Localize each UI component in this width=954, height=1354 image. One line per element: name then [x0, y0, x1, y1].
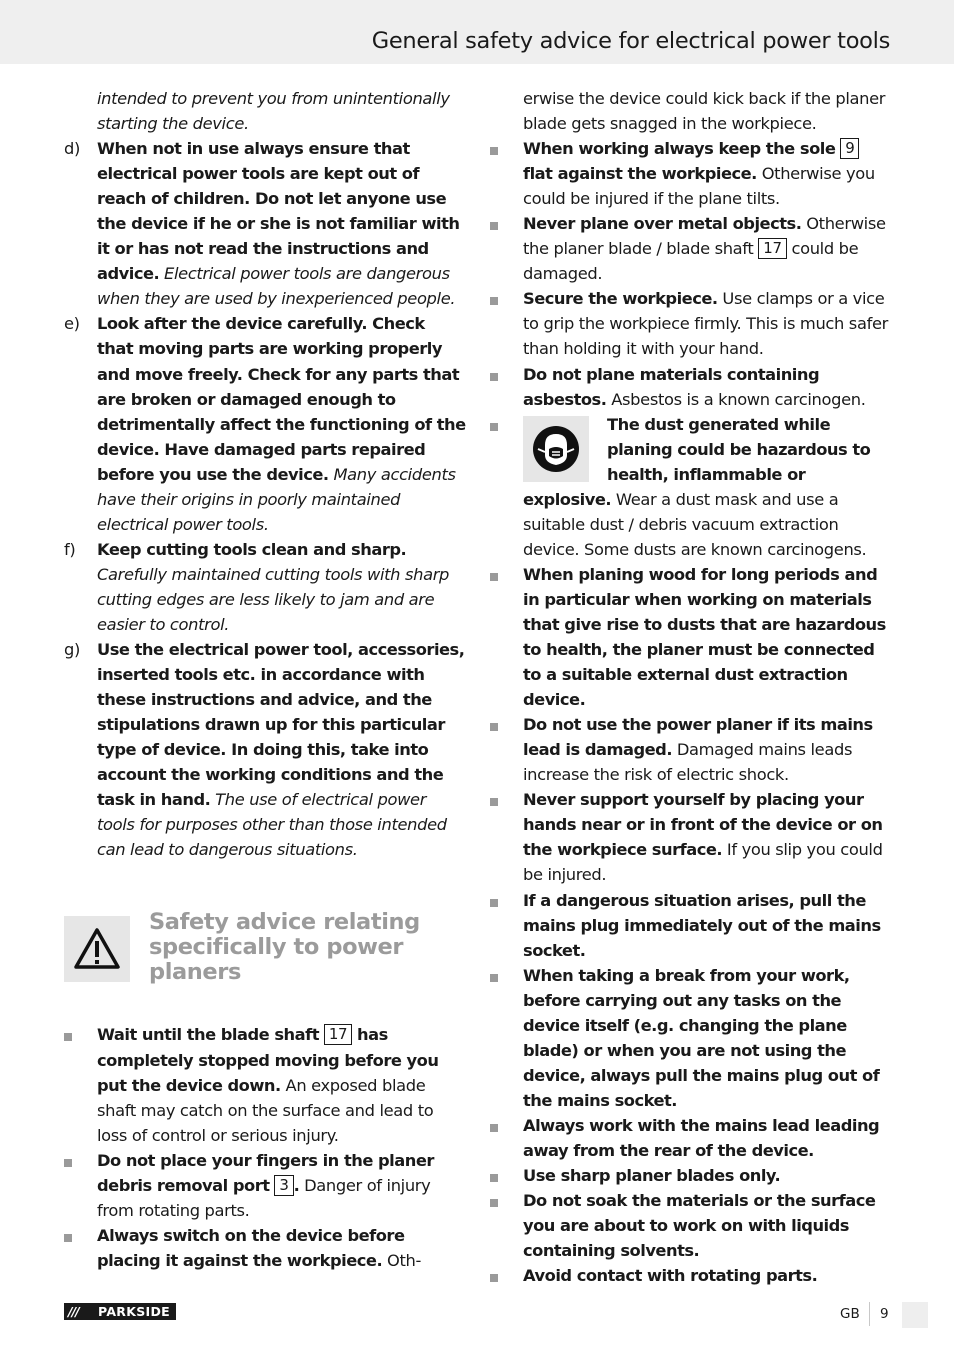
- bullet-square: [490, 373, 498, 381]
- bullet-bold-text: When planing wood for long periods and in particular when working on materials that give rise to dusts that are hazardous to health, the planer must be connected to a suitable external dust extraction device.: [523, 564, 886, 710]
- left-column: [64, 86, 466, 1273]
- brand-logo: [64, 1303, 176, 1320]
- item-bold-text: When not in use always ensure that electrical power tools are kept out of reach of children. Do not let anyone use the device if he or she is not familiar with it or has not read the instructions and advice.: [97, 139, 460, 284]
- header-bar: [0, 0, 954, 64]
- bullet-bold-dot: .: [293, 1175, 300, 1195]
- bullet-bold-text: Wait until the blade shaft: [97, 1025, 319, 1045]
- bullet-square: [64, 1159, 72, 1167]
- part-reference: 3: [274, 1175, 293, 1196]
- bullet-bold-text: Do not soak the materials or the surface you are about to work on with liquids containing solvents.: [523, 1191, 876, 1261]
- bullet-bold-text: Avoid contact with rotating parts.: [523, 1266, 818, 1286]
- bullet-item: [490, 963, 892, 1113]
- bullet-text: Wear a dust mask and use a suitable dust / debris vacuum extraction device. Some dusts are known carcinogens.: [523, 489, 867, 559]
- part-reference: 9: [840, 138, 859, 159]
- bullet-bold-text: Always switch on the device before placing it against the workpiece.: [97, 1225, 405, 1270]
- item-label: g): [64, 640, 80, 660]
- part-reference: 17: [324, 1024, 352, 1045]
- dust-mask-icon: [523, 416, 589, 482]
- bullet-square: [490, 1174, 498, 1182]
- bullet-bold-text: Use sharp planer blades only.: [523, 1166, 781, 1186]
- bullet-square: [490, 222, 498, 230]
- bullet-item: [490, 787, 892, 887]
- item-label: d): [64, 139, 80, 159]
- right-column: [490, 86, 892, 1288]
- bullet-bold-text: Never plane over metal objects.: [523, 214, 802, 234]
- intro-text: intended to prevent you from unintentionally starting the device.: [97, 89, 450, 134]
- bullet-text: Otherwise the planer blade / blade shaft: [523, 214, 886, 259]
- bullet-item: [490, 1188, 892, 1263]
- bullet-square: [64, 1234, 72, 1242]
- bullet-text: could be damaged.: [523, 239, 859, 284]
- bullet-text: If you slip you could be injured.: [523, 840, 883, 885]
- bullet-item: [490, 1163, 892, 1188]
- bullet-square: [490, 974, 498, 982]
- bullet-item: [490, 362, 892, 412]
- bullet-item: [490, 888, 892, 963]
- bullet-square: [490, 899, 498, 907]
- bullet-bold-text: Secure the workpiece.: [523, 289, 718, 309]
- item-bold-text: Use the electrical power tool, accessories, inserted tools etc. in accordance with these instructions and advice, and the stipulations drawn up for this particular type of device. In doing this, take into account the working conditions and the task in hand.: [97, 640, 465, 810]
- list-item-g: [64, 637, 466, 862]
- intro-paragraph: [64, 86, 466, 136]
- bullet-bold-text: Do not place your fingers in the planer debris removal port: [97, 1150, 434, 1195]
- bullet-square: [490, 423, 498, 431]
- bullet-square: [490, 297, 498, 305]
- section-heading: [64, 862, 466, 1022]
- bullet-square: [490, 1124, 498, 1132]
- item-label: f): [64, 539, 76, 559]
- bullet-bold-text: Never support yourself by placing your hands near or in front of the device or on the workpiece surface.: [523, 790, 883, 860]
- page-number: 9: [880, 1306, 889, 1322]
- item-italic-text: The use of electrical power tools for purposes other than those intended can lead to dangerous situations.: [97, 790, 447, 860]
- continued-paragraph: [490, 86, 892, 136]
- bullet-bold-text: Always work with the mains lead leading away from the rear of the device.: [523, 1115, 880, 1160]
- bullet-square: [490, 798, 498, 806]
- bullet-text: Asbestos is a known carcinogen.: [611, 389, 866, 409]
- list-item-d: [64, 136, 466, 311]
- footer-divider: [869, 1302, 870, 1326]
- bullet-text: An exposed blade shaft may catch on the surface and lead to loss of control or serious injury.: [97, 1075, 434, 1145]
- bullet-item: [490, 211, 892, 286]
- bullet-bold-text: Do not use the power planer if its mains lead is damaged.: [523, 715, 873, 760]
- section-title: Safety advice relating specifically to power planers: [149, 909, 420, 986]
- list-item-f: [64, 537, 466, 637]
- list-item-e: [64, 311, 466, 536]
- bullet-square: [490, 1199, 498, 1207]
- item-bold-text: Look after the device carefully. Check that moving parts are working properly and move freely. Check for any parts that are broken or damaged enough to detrimentally affect the functioning of the device. Have damaged parts repaired before you use the device.: [97, 314, 466, 484]
- bullet-item: [64, 1148, 466, 1223]
- bullet-bold-text: When working always keep the sole: [523, 139, 836, 159]
- item-italic-text: Electrical power tools are dangerous when they are used by inexperienced people.: [97, 264, 456, 309]
- bullet-bold-text: Do not plane materials containing asbestos.: [523, 364, 820, 409]
- bullet-bold-text: The dust generated while planing could be hazardous to health, inflammable or explosive.: [523, 414, 871, 509]
- language-code: GB: [840, 1306, 860, 1322]
- part-reference: 17: [758, 238, 786, 259]
- item-italic-text: Carefully maintained cutting tools with sharp cutting edges are less likely to jam and are easier to control.: [97, 564, 450, 634]
- bullet-bold-text: When taking a break from your work, before carrying out any tasks on the device itself (e.g. changing the plane blade) or when you are not using the device, always pull the mains plug out of the mains socket.: [523, 965, 880, 1110]
- bullet-text: Oth-: [387, 1250, 421, 1270]
- bullet-text: Danger of injury from rotating parts.: [97, 1175, 431, 1220]
- footer-tab: [902, 1302, 928, 1328]
- bullet-item: [490, 136, 892, 211]
- bullet-item: [490, 1263, 892, 1288]
- bullet-item-dust: [490, 412, 892, 562]
- bullet-item: [64, 1022, 466, 1147]
- bullet-item: [490, 562, 892, 712]
- bullet-text: Damaged mains leads increase the risk of electric shock.: [523, 740, 853, 785]
- page-title: General safety advice for electrical power tools: [371, 28, 890, 54]
- item-italic-text: Many accidents have their origins in poorly maintained electrical power tools.: [97, 464, 456, 534]
- bullet-item: [64, 1223, 466, 1273]
- bullet-item: [490, 712, 892, 787]
- bullet-text: Use clamps or a vice to grip the workpiece firmly. This is much safer than holding it with your hand.: [523, 289, 888, 359]
- item-bold-text: Keep cutting tools clean and sharp.: [97, 539, 407, 559]
- logo-text: PARKSIDE: [98, 1304, 170, 1319]
- bullet-item: [490, 1113, 892, 1163]
- bullet-bold-text: flat against the workpiece.: [523, 164, 757, 184]
- bullet-square: [490, 147, 498, 155]
- item-label: e): [64, 314, 80, 334]
- logo-slashes: ///: [68, 1304, 79, 1319]
- bullet-square: [64, 1033, 72, 1041]
- continued-text: erwise the device could kick back if the planer blade gets snagged in the workpiece.: [523, 89, 886, 134]
- bullet-square: [490, 573, 498, 581]
- bullet-text: Otherwise you could be injured if the plane tilts.: [523, 164, 875, 209]
- bullet-bold-text: If a dangerous situation arises, pull the mains plug immediately out of the mains socket.: [523, 890, 881, 960]
- warning-triangle-icon: [64, 916, 130, 982]
- bullet-item: [490, 286, 892, 361]
- bullet-bold-text: has completely stopped moving before you put the device down.: [97, 1025, 439, 1095]
- bullet-square: [490, 1274, 498, 1282]
- bullet-square: [490, 723, 498, 731]
